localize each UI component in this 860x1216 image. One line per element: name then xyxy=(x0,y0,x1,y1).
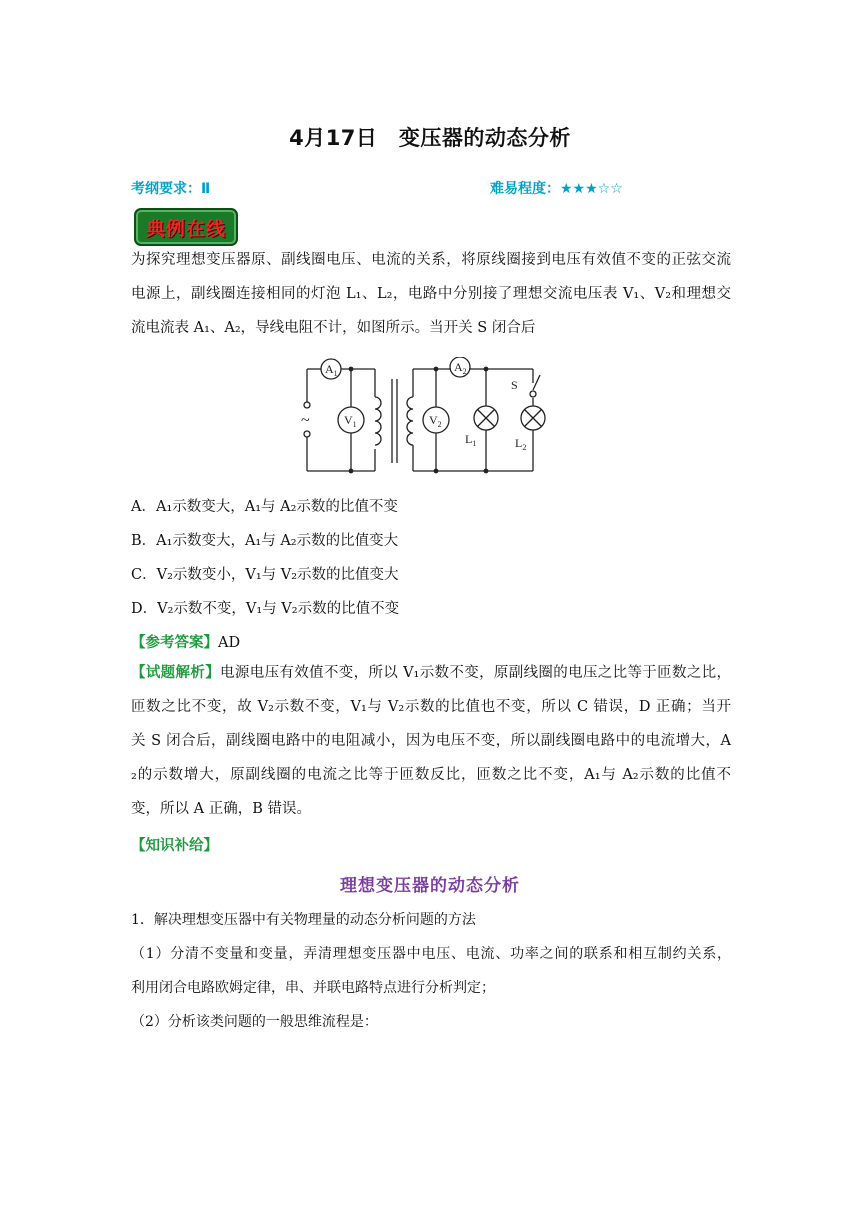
analysis-line: 变，所以 A 正确，B 错误。 xyxy=(131,801,311,817)
option-b: B．A₁示数变大，A₁与 A₂示数的比值变大 xyxy=(131,533,399,549)
section-title: 理想变压器的动态分析 xyxy=(340,876,520,896)
source-terminal xyxy=(304,431,310,437)
lamp-l1-label: $L_1$ xyxy=(465,432,477,448)
analysis-line: 电源电压有效值不变，所以 V₁示数不变，原副线圈的电压之比等于匝数之比， xyxy=(220,665,732,681)
question-line: 流电流表 A₁、A₂，导线电阻不计，如图所示。当开关 S 闭合后 xyxy=(131,320,536,336)
page-title: 4月17日 变压器的动态分析 xyxy=(289,126,571,150)
source-terminal xyxy=(304,402,310,408)
analysis-block xyxy=(131,656,731,826)
option-c: C．V₂示数变小，V₁与 V₂示数的比值变大 xyxy=(131,567,399,583)
body-line: （1）分清不变量和变量，弄清理想变压器中电压、电流、功率之间的联系和相互制约关系， xyxy=(131,946,731,962)
ammeter-a1-label: $A_1$ xyxy=(325,362,338,378)
analysis-line: 匝数之比不变，故 V₂示数不变，V₁与 V₂示数的比值也不变，所以 C 错误，D 正确；当开 xyxy=(131,699,731,715)
switch-s-label: S xyxy=(511,378,518,392)
analysis-line: ₂的示数增大，原副线圈的电流之比等于匝数反比，匝数之比不变，A₁与 A₂示数的比值不 xyxy=(131,767,731,783)
question-stem xyxy=(131,243,731,345)
body-line: （2）分析该类问题的一般思维流程是： xyxy=(131,1014,378,1030)
option-d: D．V₂示数不变，V₁与 V₂示数的比值不变 xyxy=(131,601,400,617)
analysis-line: 关 S 闭合后，副线圈电路中的电阻减小，因为电压不变，所以副线圈电路中的电流增大，A xyxy=(131,733,731,749)
exam-requirement: 考纲要求：Ⅱ xyxy=(131,181,211,197)
question-line: 电源上，副线圈连接相同的灯泡 L₁、L₂，电路中分别接了理想交流电压表 V₁、V₂和理想交 xyxy=(131,286,731,302)
lamp-l2-label: $L_2$ xyxy=(515,436,527,452)
knowledge-body xyxy=(131,903,731,1039)
voltmeter-v1-label: $V_1$ xyxy=(344,413,357,429)
difficulty-rating: 难易程度：★★★☆☆ xyxy=(490,181,623,197)
example-banner-label: 典例在线 xyxy=(145,217,226,240)
ammeter-a2-label: $A_2$ xyxy=(454,360,467,376)
option-a: A．A₁示数变大，A₁与 A₂示数的比值不变 xyxy=(131,499,398,515)
analysis-tag: 【试题解析】 xyxy=(131,665,221,681)
switch-s xyxy=(530,391,536,397)
body-line: 1．解决理想变压器中有关物理量的动态分析问题的方法 xyxy=(131,912,476,928)
transformer-circuit-diagram xyxy=(293,357,559,481)
ac-source-icon: ~ xyxy=(301,412,310,429)
voltmeter-v2-label: $V_2$ xyxy=(429,413,442,429)
reference-answer xyxy=(131,631,240,652)
answer-value: AD xyxy=(218,635,241,651)
body-line: 利用闭合电路欧姆定律，串、并联电路特点进行分析判定； xyxy=(131,980,495,996)
answer-tag: 【参考答案】 xyxy=(131,635,218,651)
knowledge-tag: 【知识补给】 xyxy=(131,838,218,854)
question-line: 为探究理想变压器原、副线圈电压、电流的关系，将原线圈接到电压有效值不变的正弦交流 xyxy=(131,252,731,268)
example-banner xyxy=(134,208,238,246)
